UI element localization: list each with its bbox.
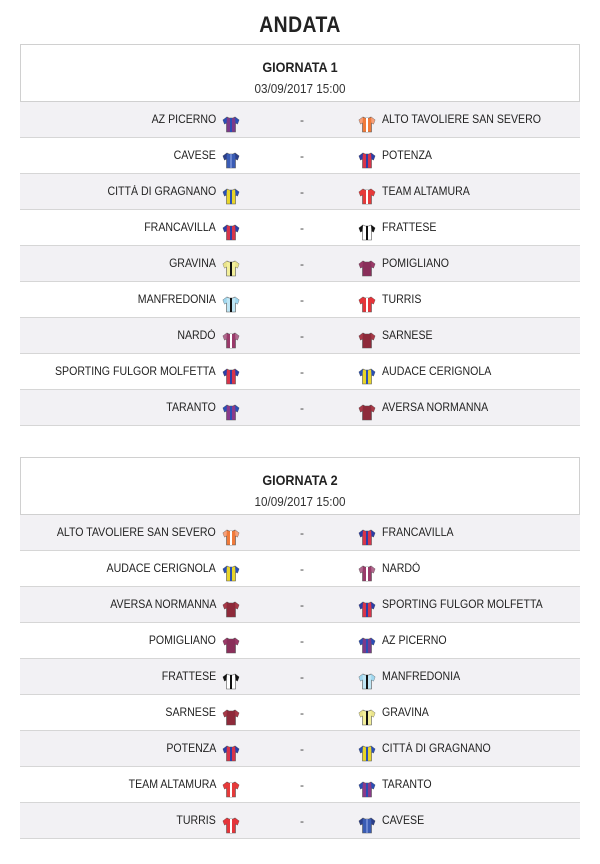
away-team[interactable] <box>358 623 452 659</box>
away-jersey-icon <box>358 597 376 614</box>
away-jersey-icon <box>358 741 376 758</box>
home-team-name: ALTO TAVOLIERE SAN SEVERO <box>57 527 216 539</box>
home-team-name: NARDÒ <box>177 330 216 342</box>
score-separator: - <box>300 562 304 576</box>
home-team[interactable] <box>146 102 240 138</box>
match-list <box>20 515 580 839</box>
away-team[interactable] <box>358 210 441 246</box>
round-header <box>20 44 580 102</box>
home-jersey-icon <box>222 741 240 758</box>
home-team[interactable] <box>143 623 240 659</box>
away-team[interactable] <box>358 551 424 587</box>
home-team-name: TEAM ALTAMURA <box>128 779 216 791</box>
score-separator: - <box>300 634 304 648</box>
away-team[interactable] <box>358 695 433 731</box>
score-separator: - <box>300 113 304 127</box>
round-title: GIORNATA 1 <box>262 59 338 75</box>
away-team-name: TURRIS <box>382 294 422 306</box>
home-jersey-icon <box>222 525 240 542</box>
home-team[interactable] <box>173 803 240 839</box>
away-jersey-icon <box>358 400 376 417</box>
away-team[interactable] <box>358 318 437 354</box>
away-team[interactable] <box>358 587 557 623</box>
home-team[interactable] <box>131 282 240 318</box>
away-team-name: MANFREDONIA <box>382 671 461 683</box>
home-jersey-icon <box>222 561 240 578</box>
away-team[interactable] <box>358 803 428 839</box>
round-2-section <box>20 457 580 839</box>
away-jersey-icon <box>358 112 376 129</box>
home-team[interactable] <box>157 659 240 695</box>
match-row[interactable] <box>20 354 580 390</box>
home-team-name: FRANCAVILLA <box>144 222 216 234</box>
match-row[interactable] <box>20 138 580 174</box>
away-jersey-icon <box>358 256 376 273</box>
match-row[interactable] <box>20 318 580 354</box>
home-team[interactable] <box>97 551 240 587</box>
away-team-name: AVERSA NORMANNA <box>382 402 489 414</box>
match-row[interactable] <box>20 210 580 246</box>
score-separator: - <box>300 221 304 235</box>
away-jersey-icon <box>358 525 376 542</box>
away-team-name: AZ PICERNO <box>382 635 447 647</box>
match-row[interactable] <box>20 695 580 731</box>
home-team-name: GRAVINA <box>169 258 216 270</box>
home-team-name: AVERSA NORMANNA <box>109 599 216 611</box>
away-team[interactable] <box>358 282 425 318</box>
away-team[interactable] <box>358 767 436 803</box>
score-separator: - <box>300 670 304 684</box>
away-team[interactable] <box>358 174 477 210</box>
match-row[interactable] <box>20 102 580 138</box>
home-team[interactable] <box>121 767 240 803</box>
home-jersey-icon <box>222 256 240 273</box>
away-jersey-icon <box>358 184 376 201</box>
score-separator: - <box>300 185 304 199</box>
home-jersey-icon <box>222 813 240 830</box>
home-team[interactable] <box>162 731 240 767</box>
match-row[interactable] <box>20 246 580 282</box>
round-date: 03/09/2017 15:00 <box>254 81 346 96</box>
home-team-name: FRATTESE <box>161 671 216 683</box>
score-separator: - <box>300 329 304 343</box>
away-jersey-icon <box>358 705 376 722</box>
home-jersey-icon <box>222 400 240 417</box>
away-team-name: ALTO TAVOLIERE SAN SEVERO <box>382 114 541 126</box>
score-separator: - <box>300 598 304 612</box>
away-team[interactable] <box>358 138 436 174</box>
home-team-name: POTENZA <box>166 743 216 755</box>
away-team[interactable] <box>358 731 500 767</box>
away-team[interactable] <box>358 515 460 551</box>
page-title: ANDATA <box>259 12 341 37</box>
match-row[interactable] <box>20 282 580 318</box>
home-jersey-icon <box>222 220 240 237</box>
home-team[interactable] <box>165 246 240 282</box>
away-team-name: NARDÒ <box>382 563 421 575</box>
home-team-name: AZ PICERNO <box>151 114 216 126</box>
away-team-name: TARANTO <box>382 779 432 791</box>
away-jersey-icon <box>358 292 376 309</box>
away-jersey-icon <box>358 777 376 794</box>
match-row[interactable] <box>20 515 580 551</box>
away-team-name: GRAVINA <box>382 707 429 719</box>
home-jersey-icon <box>222 112 240 129</box>
home-team-name: POMIGLIANO <box>148 635 216 647</box>
away-team-name: AUDACE CERIGNOLA <box>382 366 492 378</box>
away-team[interactable] <box>358 102 555 138</box>
match-row[interactable] <box>20 587 580 623</box>
away-jersey-icon <box>358 328 376 345</box>
away-jersey-icon <box>358 633 376 650</box>
home-jersey-icon <box>222 705 240 722</box>
home-team-name: SPORTING FULGOR MOLFETTA <box>55 366 216 378</box>
home-team[interactable] <box>41 354 240 390</box>
away-jersey-icon <box>358 364 376 381</box>
away-team-name: FRATTESE <box>382 222 437 234</box>
round-title: GIORNATA 2 <box>262 472 338 488</box>
match-row[interactable] <box>20 390 580 426</box>
home-team[interactable] <box>162 390 240 426</box>
home-team-name: MANFREDONIA <box>137 294 216 306</box>
away-jersey-icon <box>358 669 376 686</box>
home-team-name: AUDACE CERIGNOLA <box>106 563 216 575</box>
home-jersey-icon <box>222 328 240 345</box>
away-team-name: SARNESE <box>382 330 433 342</box>
home-team[interactable] <box>170 138 240 174</box>
match-row[interactable] <box>20 803 580 839</box>
round-date: 10/09/2017 15:00 <box>254 494 346 509</box>
score-separator: - <box>300 257 304 271</box>
match-row[interactable] <box>20 767 580 803</box>
score-separator: - <box>300 778 304 792</box>
home-jersey-icon <box>222 669 240 686</box>
score-separator: - <box>300 706 304 720</box>
away-jersey-icon <box>358 220 376 237</box>
home-jersey-icon <box>222 148 240 165</box>
away-team[interactable] <box>358 390 497 426</box>
away-team[interactable] <box>358 246 455 282</box>
match-row[interactable] <box>20 731 580 767</box>
home-jersey-icon <box>222 633 240 650</box>
home-team[interactable] <box>98 174 240 210</box>
away-team[interactable] <box>358 354 501 390</box>
away-team-name: TEAM ALTAMURA <box>382 186 470 198</box>
away-team-name: CITTÀ DI GRAGNANO <box>382 743 491 755</box>
away-jersey-icon <box>358 561 376 578</box>
match-row[interactable] <box>20 551 580 587</box>
home-team[interactable] <box>161 695 240 731</box>
home-team-name: CAVESE <box>173 150 216 162</box>
away-jersey-icon <box>358 148 376 165</box>
score-separator: - <box>300 149 304 163</box>
home-jersey-icon <box>222 597 240 614</box>
home-team[interactable] <box>174 318 240 354</box>
match-row[interactable] <box>20 174 580 210</box>
match-row[interactable] <box>20 623 580 659</box>
score-separator: - <box>300 293 304 307</box>
home-team-name: SARNESE <box>165 707 216 719</box>
away-team-name: FRANCAVILLA <box>382 527 454 539</box>
home-team-name: TARANTO <box>166 402 216 414</box>
away-team-name: POTENZA <box>382 150 432 162</box>
round-1-section <box>20 44 580 426</box>
away-team-name: POMIGLIANO <box>382 258 450 270</box>
score-separator: - <box>300 401 304 415</box>
home-jersey-icon <box>222 184 240 201</box>
home-team[interactable] <box>138 210 240 246</box>
home-team[interactable] <box>43 515 240 551</box>
home-team-name: CITTÀ DI GRAGNANO <box>107 186 216 198</box>
away-jersey-icon <box>358 813 376 830</box>
home-jersey-icon <box>222 364 240 381</box>
home-team-name: TURRIS <box>176 815 216 827</box>
score-separator: - <box>300 365 304 379</box>
away-team[interactable] <box>358 659 467 695</box>
home-team[interactable] <box>101 587 240 623</box>
away-team-name: SPORTING FULGOR MOLFETTA <box>382 599 543 611</box>
match-list <box>20 102 580 426</box>
score-separator: - <box>300 742 304 756</box>
round-header <box>20 457 580 515</box>
match-row[interactable] <box>20 659 580 695</box>
home-jersey-icon <box>222 292 240 309</box>
away-team-name: CAVESE <box>382 815 425 827</box>
score-separator: - <box>300 526 304 540</box>
home-jersey-icon <box>222 777 240 794</box>
score-separator: - <box>300 814 304 828</box>
